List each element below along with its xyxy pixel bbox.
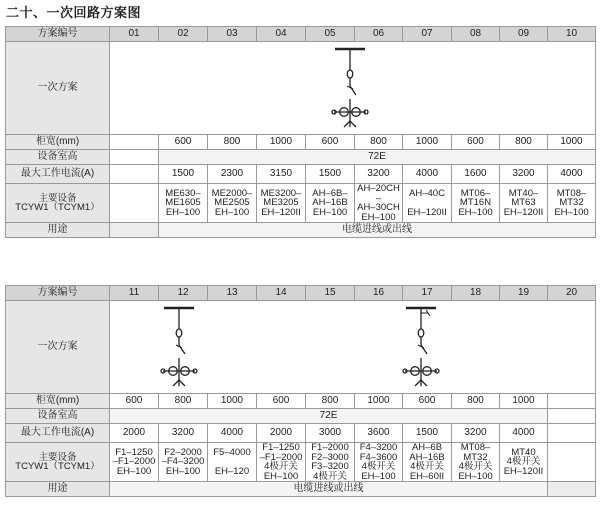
- cabinet-width-value: 800: [306, 394, 355, 409]
- scheme-number-row: [6, 27, 596, 42]
- equipment-cell: F2–2000 –F4–3200 EH–100: [159, 443, 208, 482]
- primary-scheme-diagrams: [110, 301, 595, 393]
- cabinet-width-value: [110, 135, 159, 150]
- main-equipment-row: [6, 184, 596, 223]
- scheme-number: 06: [355, 27, 403, 42]
- max-current-value: 1600: [452, 165, 500, 184]
- equipment-cell: AH–20CH – AH–30CH EH–100: [355, 184, 403, 223]
- primary-scheme-row: [6, 42, 596, 135]
- cabinet-width-value: 800: [355, 135, 403, 150]
- scheme-number: 15: [306, 286, 355, 301]
- cabinet-width-value: 600: [452, 135, 500, 150]
- equipment-cell: MT06– MT16N EH–100: [452, 184, 500, 223]
- cabinet-width-value: 1000: [257, 135, 306, 150]
- cabinet-width-label: 柜宽(mm): [6, 394, 110, 409]
- scheme-number: 16: [355, 286, 403, 301]
- max-current-value: 3000: [306, 424, 355, 443]
- circuit-diagram-12: [161, 308, 197, 386]
- scheme-number: 13: [208, 286, 257, 301]
- scheme-number: 01: [110, 27, 159, 42]
- scheme-number: 09: [500, 27, 548, 42]
- equipment-cell: F5–4000 EH–120: [208, 443, 257, 482]
- cabinet-width-value: 800: [159, 394, 208, 409]
- scheme-number: 17: [403, 286, 452, 301]
- equipment-cell: MT08– MT32 EH–100: [548, 184, 596, 223]
- equipment-cell: MT40– MT63 EH–120II: [500, 184, 548, 223]
- scheme-number: 10: [548, 27, 596, 42]
- cabinet-width-value: 600: [306, 135, 355, 150]
- scheme-number: 14: [257, 286, 306, 301]
- usage-row: [6, 223, 596, 238]
- equipment-cell: [110, 184, 159, 223]
- max-current-value: 1500: [403, 424, 452, 443]
- max-current-value: 2000: [110, 424, 159, 443]
- equipment-cell: ME3200– ME3205 EH–120II: [257, 184, 306, 223]
- cabinet-width-row: [6, 135, 596, 150]
- contact-icon: [418, 329, 424, 337]
- cabinet-width-value: 600: [159, 135, 208, 150]
- equipment-cell: AH–40C EH–120II: [403, 184, 452, 223]
- equipment-cell: F1–1250 –F1–2000 4极开关 EH–100: [257, 443, 306, 482]
- usage-label: 用途: [6, 223, 110, 238]
- room-height-value: 72E: [110, 409, 548, 424]
- cabinet-width-value: 1000: [355, 394, 403, 409]
- breaker-icon: [179, 345, 185, 354]
- usage-label: 用途: [6, 482, 110, 497]
- max-current-value: 4000: [403, 165, 452, 184]
- page-title: 二十、一次回路方案图: [6, 5, 142, 20]
- equipment-cell: AH–6B– AH–16B EH–100: [306, 184, 355, 223]
- scheme-number: 12: [159, 286, 208, 301]
- scheme-number-row: [6, 286, 596, 301]
- scheme-number: 03: [208, 27, 257, 42]
- max-current-value: 4000: [500, 424, 548, 443]
- max-current-row: [6, 424, 596, 443]
- cabinet-width-row: [6, 394, 596, 409]
- usage-value: 电缆进线或出线: [159, 223, 596, 238]
- room-height-label: 设备室高: [6, 150, 110, 165]
- primary-scheme-label: 一次方案: [6, 42, 110, 135]
- cabinet-width-value: 1000: [548, 135, 596, 150]
- max-current-value: 1500: [159, 165, 208, 184]
- cabinet-width-value: 600: [110, 394, 159, 409]
- cabinet-width-value: 1000: [403, 135, 452, 150]
- primary-scheme-diagram-area: [110, 301, 596, 394]
- equipment-cell: MT08– MT32 4极开关 EH–100: [452, 443, 500, 482]
- scheme-number-label: 方案编号: [6, 27, 110, 42]
- max-current-value: 3200: [159, 424, 208, 443]
- scheme-number: 20: [548, 286, 596, 301]
- contact-icon: [347, 70, 353, 78]
- equipment-cell: F1–1250 –F1–2000 EH–100: [110, 443, 159, 482]
- main-equipment-label: 主要设备 TCYW1（TCYM1）: [6, 184, 110, 223]
- scheme-table-2: [5, 285, 596, 497]
- primary-scheme-label: 一次方案: [6, 301, 110, 394]
- equipment-cell: AH–6B AH–16B 4极开关 EH–60II: [403, 443, 452, 482]
- scheme-number: 19: [500, 286, 548, 301]
- scheme-number: 08: [452, 27, 500, 42]
- scheme-number: 07: [403, 27, 452, 42]
- max-current-value: 3150: [257, 165, 306, 184]
- equipment-cell: MT40 4极开关 EH–120II: [500, 443, 548, 482]
- equipment-cell: [548, 443, 596, 482]
- main-equipment-label: 主要设备 TCYW1（TCYM1）: [6, 443, 110, 482]
- cabinet-width-value: 600: [257, 394, 306, 409]
- max-current-value: 3200: [452, 424, 500, 443]
- scheme-number: 18: [452, 286, 500, 301]
- cabinet-width-value: [548, 394, 596, 409]
- usage-row: [6, 482, 596, 497]
- cabinet-width-value: 600: [403, 394, 452, 409]
- cabinet-width-label: 柜宽(mm): [6, 135, 110, 150]
- equipment-cell: F1–2000 F2–3000 F3–3200 4极开关: [306, 443, 355, 482]
- cabinet-width-value: 800: [500, 135, 548, 150]
- max-current-value: 1500: [306, 165, 355, 184]
- max-current-row: [6, 165, 596, 184]
- cabinet-width-value: 800: [452, 394, 500, 409]
- breaker-icon: [421, 345, 427, 354]
- room-height-label: 设备室高: [6, 409, 110, 424]
- circuit-diagram-05: [110, 42, 595, 134]
- max-current-value: [110, 165, 159, 184]
- primary-scheme-diagram-area: [110, 42, 596, 135]
- room-height-row: [6, 409, 596, 424]
- max-current-value: 2300: [208, 165, 257, 184]
- equipment-cell: F4–3200 F4–3600 4极开关 EH–100: [355, 443, 403, 482]
- cabinet-width-value: 800: [208, 135, 257, 150]
- max-current-label: 最大工作电流(A): [6, 165, 110, 184]
- max-current-value: [548, 424, 596, 443]
- max-current-value: 4000: [548, 165, 596, 184]
- max-current-value: 3200: [500, 165, 548, 184]
- equipment-cell: ME630– ME1605 EH–100: [159, 184, 208, 223]
- equipment-cell: ME2000– ME2505 EH–100: [208, 184, 257, 223]
- max-current-value: 3200: [355, 165, 403, 184]
- primary-scheme-row: [6, 301, 596, 394]
- max-current-value: 2000: [257, 424, 306, 443]
- scheme-number: 05: [306, 27, 355, 42]
- max-current-value: 4000: [208, 424, 257, 443]
- cabinet-width-value: 1000: [500, 394, 548, 409]
- room-height-row: [6, 150, 596, 165]
- scheme-number: 11: [110, 286, 159, 301]
- main-equipment-row: [6, 443, 596, 482]
- max-current-label: 最大工作电流(A): [6, 424, 110, 443]
- usage-value: 电缆进线或出线: [110, 482, 548, 497]
- cabinet-width-value: 1000: [208, 394, 257, 409]
- max-current-value: 3600: [355, 424, 403, 443]
- scheme-number: 02: [159, 27, 208, 42]
- circuit-diagram-17: [403, 308, 439, 386]
- scheme-number: 04: [257, 27, 306, 42]
- contact-icon: [176, 329, 182, 337]
- room-height-value: 72E: [159, 150, 596, 165]
- scheme-table-1: [5, 26, 596, 238]
- breaker-icon: [350, 86, 356, 95]
- scheme-number-label: 方案编号: [6, 286, 110, 301]
